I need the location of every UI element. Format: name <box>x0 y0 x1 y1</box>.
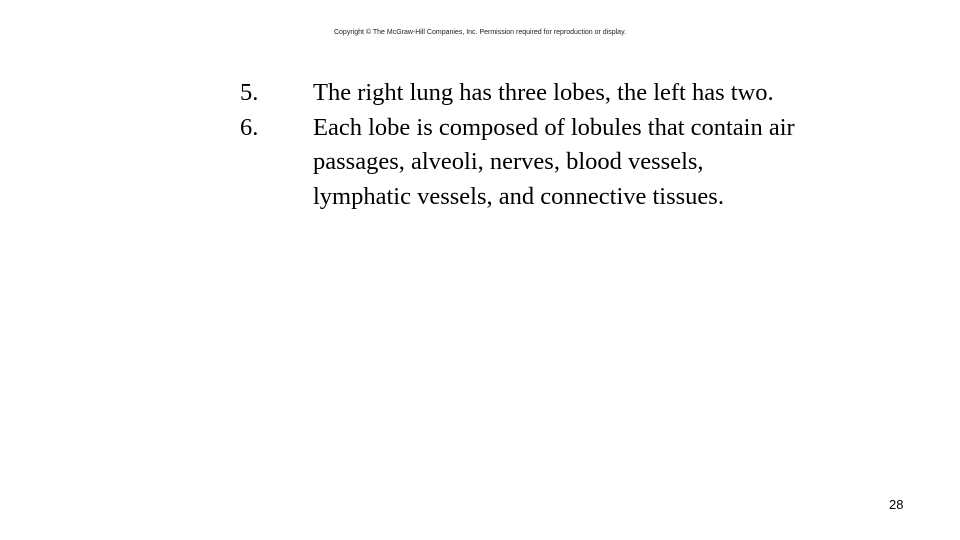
list-item-number: 6. <box>240 113 259 141</box>
page-number: 28 <box>889 497 904 512</box>
list-item <box>240 111 800 215</box>
list-item-text: Each lobe is composed of lobules that contain air passages, alveoli, nerves, blood vessels, lymphatic vessels, and connective tissues. <box>313 113 795 210</box>
list-item-text: The right lung has three lobes, the left has two. <box>313 79 774 106</box>
list-item-number: 5. <box>240 79 259 106</box>
numbered-list <box>240 76 800 214</box>
list-item <box>240 76 800 111</box>
copyright-notice: Copyright © The McGraw-Hill Companies, Inc. Permission required for reproduction or display. <box>333 29 626 36</box>
